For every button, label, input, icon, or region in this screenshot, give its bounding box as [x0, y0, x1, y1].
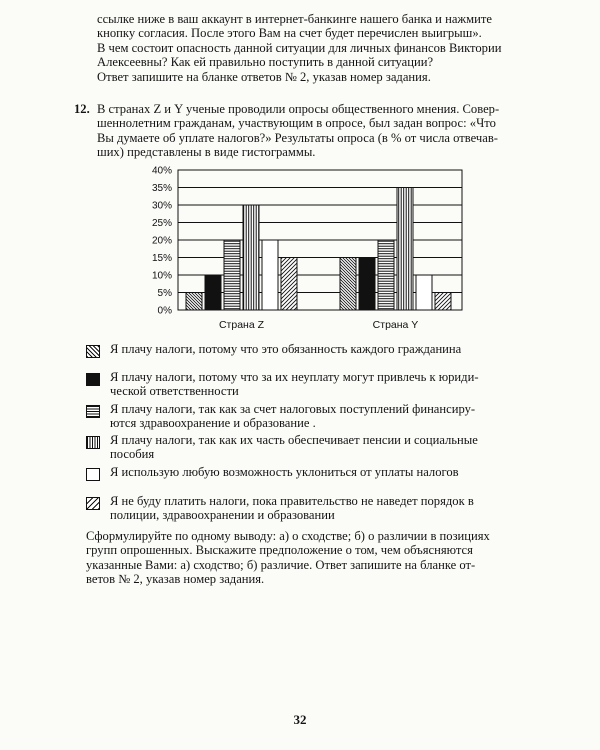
question-line: ших) представлены в виде гистограммы. [97, 145, 316, 160]
category-label: Страна Z [218, 319, 265, 331]
bar-z-series-4 [243, 205, 259, 310]
legend-swatch [86, 373, 100, 386]
legend-label-line: Я плачу налоги, потому что это обязанность каждого гражданина [110, 342, 462, 356]
legend-label-line: Я использую любую возможность уклониться от уплаты налогов [110, 465, 459, 479]
y-tick-label: 25% [151, 218, 172, 229]
y-tick-label: 35% [151, 183, 172, 194]
question-text [97, 102, 567, 160]
bar-z-series-2 [205, 275, 221, 310]
y-tick-label: 20% [151, 235, 172, 247]
legend-swatch [86, 497, 100, 510]
bar-y-series-5 [416, 275, 432, 310]
y-tick-label: 15% [151, 253, 172, 264]
legend-label [110, 342, 550, 356]
question-line: шеннолетним гражданам, участвующим в опросе, был задан вопрос: «Что [97, 116, 496, 131]
question-line: В странах Z и Y ученые проводили опросы общественного мнения. Совер- [97, 102, 500, 116]
legend-label-line: Я плачу налоги, потому что за их неуплату могут привлечь к юриди- [110, 370, 479, 384]
legend-label-line: ются здравоохранение и образование . [110, 416, 316, 431]
legend-label [110, 494, 550, 523]
y-tick-label: 5% [157, 288, 172, 299]
legend-label-line: полиции, здравоохранении и образовании [110, 508, 335, 523]
task-line: Сформулируйте по одному выводу: а) о сходстве; б) о различии в позициях [86, 529, 490, 543]
intro-line: В чем состоит опасность данной ситуации для личных финансов Виктории [97, 40, 502, 55]
y-tick-label: 30% [151, 200, 172, 212]
task-line: групп опрошенных. Выскажите предположение о том, чем объясняются [86, 543, 473, 558]
legend-label [110, 433, 550, 462]
bar-y-series-3 [378, 240, 394, 310]
bar-y-series-2 [359, 258, 375, 311]
category-label: Страна Y [372, 319, 419, 331]
y-tick-label: 0% [157, 305, 172, 317]
intro-line: ссылке ниже в ваш аккаунт в интернет-банкинге нашего банка и нажмите [97, 12, 492, 26]
task-line: указанные Вами: а) сходство; б) различие. Ответ запишите на бланке от- [86, 557, 476, 572]
legend-label-line: Я плачу налоги, так как за счет налоговых поступлений финансиру- [110, 402, 476, 416]
bar-y-series-1 [340, 258, 356, 311]
legend-swatch [86, 345, 100, 358]
bar-z-series-1 [186, 293, 202, 311]
bar-z-series-5 [262, 240, 278, 310]
legend-label [110, 465, 550, 479]
intro-line: кнопку согласия. После этого Вам на счет будет перечислен выигрыш». [97, 26, 482, 41]
legend-swatch [86, 468, 100, 481]
legend-label-line: Я плачу налоги, так как их часть обеспечивает пенсии и социальные [110, 433, 478, 447]
intro-line: Ответ запишите на бланке ответов № 2, указав номер задания. [97, 69, 431, 84]
legend-label [110, 370, 550, 399]
question-line: Вы думаете об уплате налогов?» Результаты опроса (в % от числа отвечав- [97, 130, 498, 145]
legend-label-line: пособия [110, 447, 155, 462]
bar-z-series-3 [224, 240, 240, 310]
bar-chart [140, 160, 470, 340]
bar-z-series-6 [281, 258, 297, 311]
legend-label-line: ческой ответственности [110, 384, 239, 399]
task-text [86, 529, 556, 587]
legend-swatch [86, 405, 100, 418]
y-tick-label: 40% [151, 165, 172, 177]
legend-label-line: Я не буду платить налоги, пока правительство не наведет порядок в [110, 494, 474, 508]
intro-text [97, 12, 557, 84]
legend-swatch [86, 436, 100, 449]
page-number: 32 [293, 712, 307, 727]
legend-label [110, 402, 550, 431]
y-tick-label: 10% [151, 270, 172, 282]
intro-line: Алексеевны? Как ей правильно поступить в данной ситуации? [97, 55, 434, 70]
question-number: 12. [74, 102, 90, 116]
task-line: ветов № 2, указав номер задания. [86, 572, 265, 587]
bar-y-series-6 [435, 293, 451, 311]
bar-y-series-4 [397, 188, 413, 311]
